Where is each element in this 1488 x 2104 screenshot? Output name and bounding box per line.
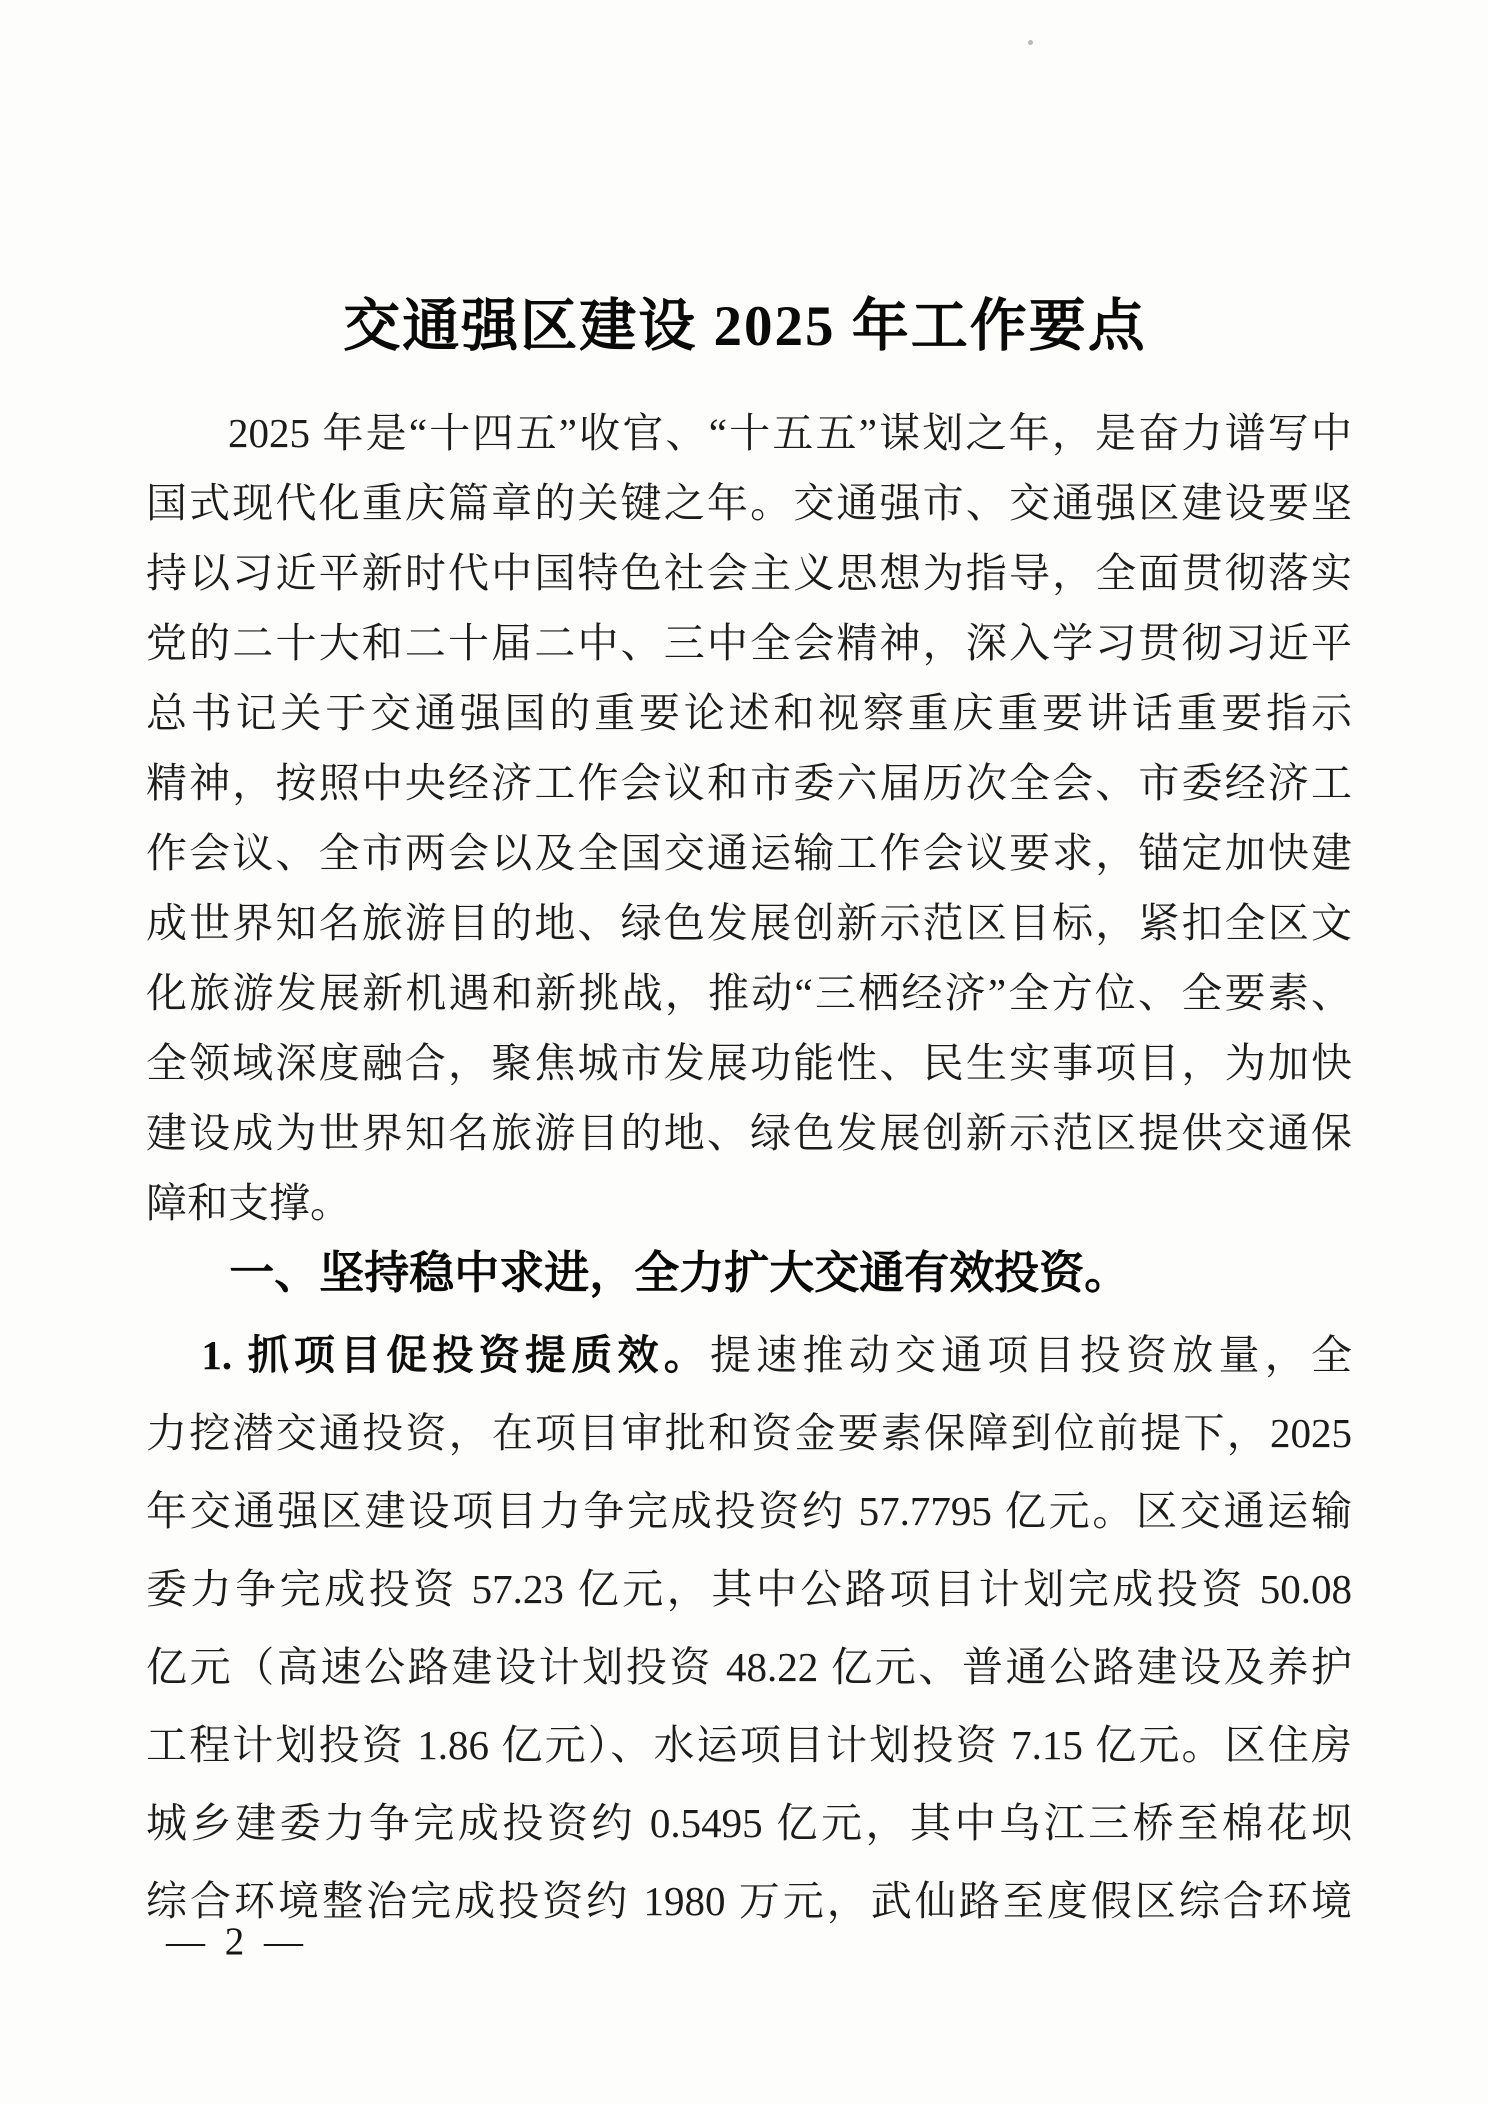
intro-paragraph	[146, 398, 1352, 1238]
bold-lead-text: 1. 抓项目促投资提质效。	[201, 1332, 710, 1378]
section-heading-1: 一、坚持稳中求进，全力扩大交通有效投资。	[229, 1247, 1130, 1298]
scan-artifact-dot	[1028, 40, 1033, 45]
item1-paragraph	[146, 1316, 1352, 1940]
text-line: 障和支撑。	[146, 1180, 351, 1226]
text-line: 全领域深度融合，聚焦城市发展功能性、民生实事项目，为加快	[146, 1040, 1352, 1086]
text-line: 化旅游发展新机遇和新挑战，推动“三栖经济”全方位、全要素、	[146, 970, 1352, 1016]
text-line: 国式现代化重庆篇章的关键之年。交通强市、交通强区建设要坚	[146, 480, 1352, 526]
text-line: 委力争完成投资 57.23 亿元，其中公路项目计划完成投资 50.08	[146, 1566, 1352, 1612]
text-line: 建设成为世界知名旅游目的地、绿色发展创新示范区提供交通保	[146, 1110, 1352, 1156]
text-line: 党的二十大和二十届二中、三中全会精神，深入学习贯彻习近平	[146, 620, 1352, 666]
document-title: 交通强区建设 2025 年工作要点	[343, 295, 1147, 359]
text-line: 作会议、全市两会以及全国交通运输工作会议要求，锚定加快建	[146, 830, 1352, 876]
text-line: 力挖潜交通投资，在项目审批和资金要素保障到位前提下，2025	[146, 1410, 1352, 1456]
text-line: 1. 抓项目促投资提质效。提速推动交通项目投资放量，全	[201, 1332, 1352, 1378]
text-line: 工程计划投资 1.86 亿元）、水运项目计划投资 7.15 亿元。区住房	[146, 1722, 1352, 1768]
text-line: 精神，按照中央经济工作会议和市委六届历次全会、市委经济工	[146, 760, 1352, 806]
text-line: 年交通强区建设项目力争完成投资约 57.7795 亿元。区交通运输	[146, 1488, 1352, 1534]
text-line: 总书记关于交通强国的重要论述和视察重庆重要讲话重要指示	[146, 690, 1352, 736]
text-line: 城乡建委力争完成投资约 0.5495 亿元，其中乌江三桥至棉花坝	[146, 1800, 1352, 1846]
text-line: 亿元（高速公路建设计划投资 48.22 亿元、普通公路建设及养护	[146, 1644, 1352, 1690]
text-line: 综合环境整治完成投资约 1980 万元，武仙路至度假区综合环境	[146, 1878, 1352, 1924]
text-line: 2025 年是“十四五”收官、“十五五”谋划之年，是奋力谱写中	[228, 410, 1352, 456]
text-line: 成世界知名旅游目的地、绿色发展创新示范区目标，紧扣全区文	[146, 900, 1352, 946]
document-body	[146, 398, 1352, 1940]
page-number: — 2 —	[166, 1920, 308, 1963]
text-line: 持以习近平新时代中国特色社会主义思想为指导，全面贯彻落实	[146, 550, 1352, 596]
